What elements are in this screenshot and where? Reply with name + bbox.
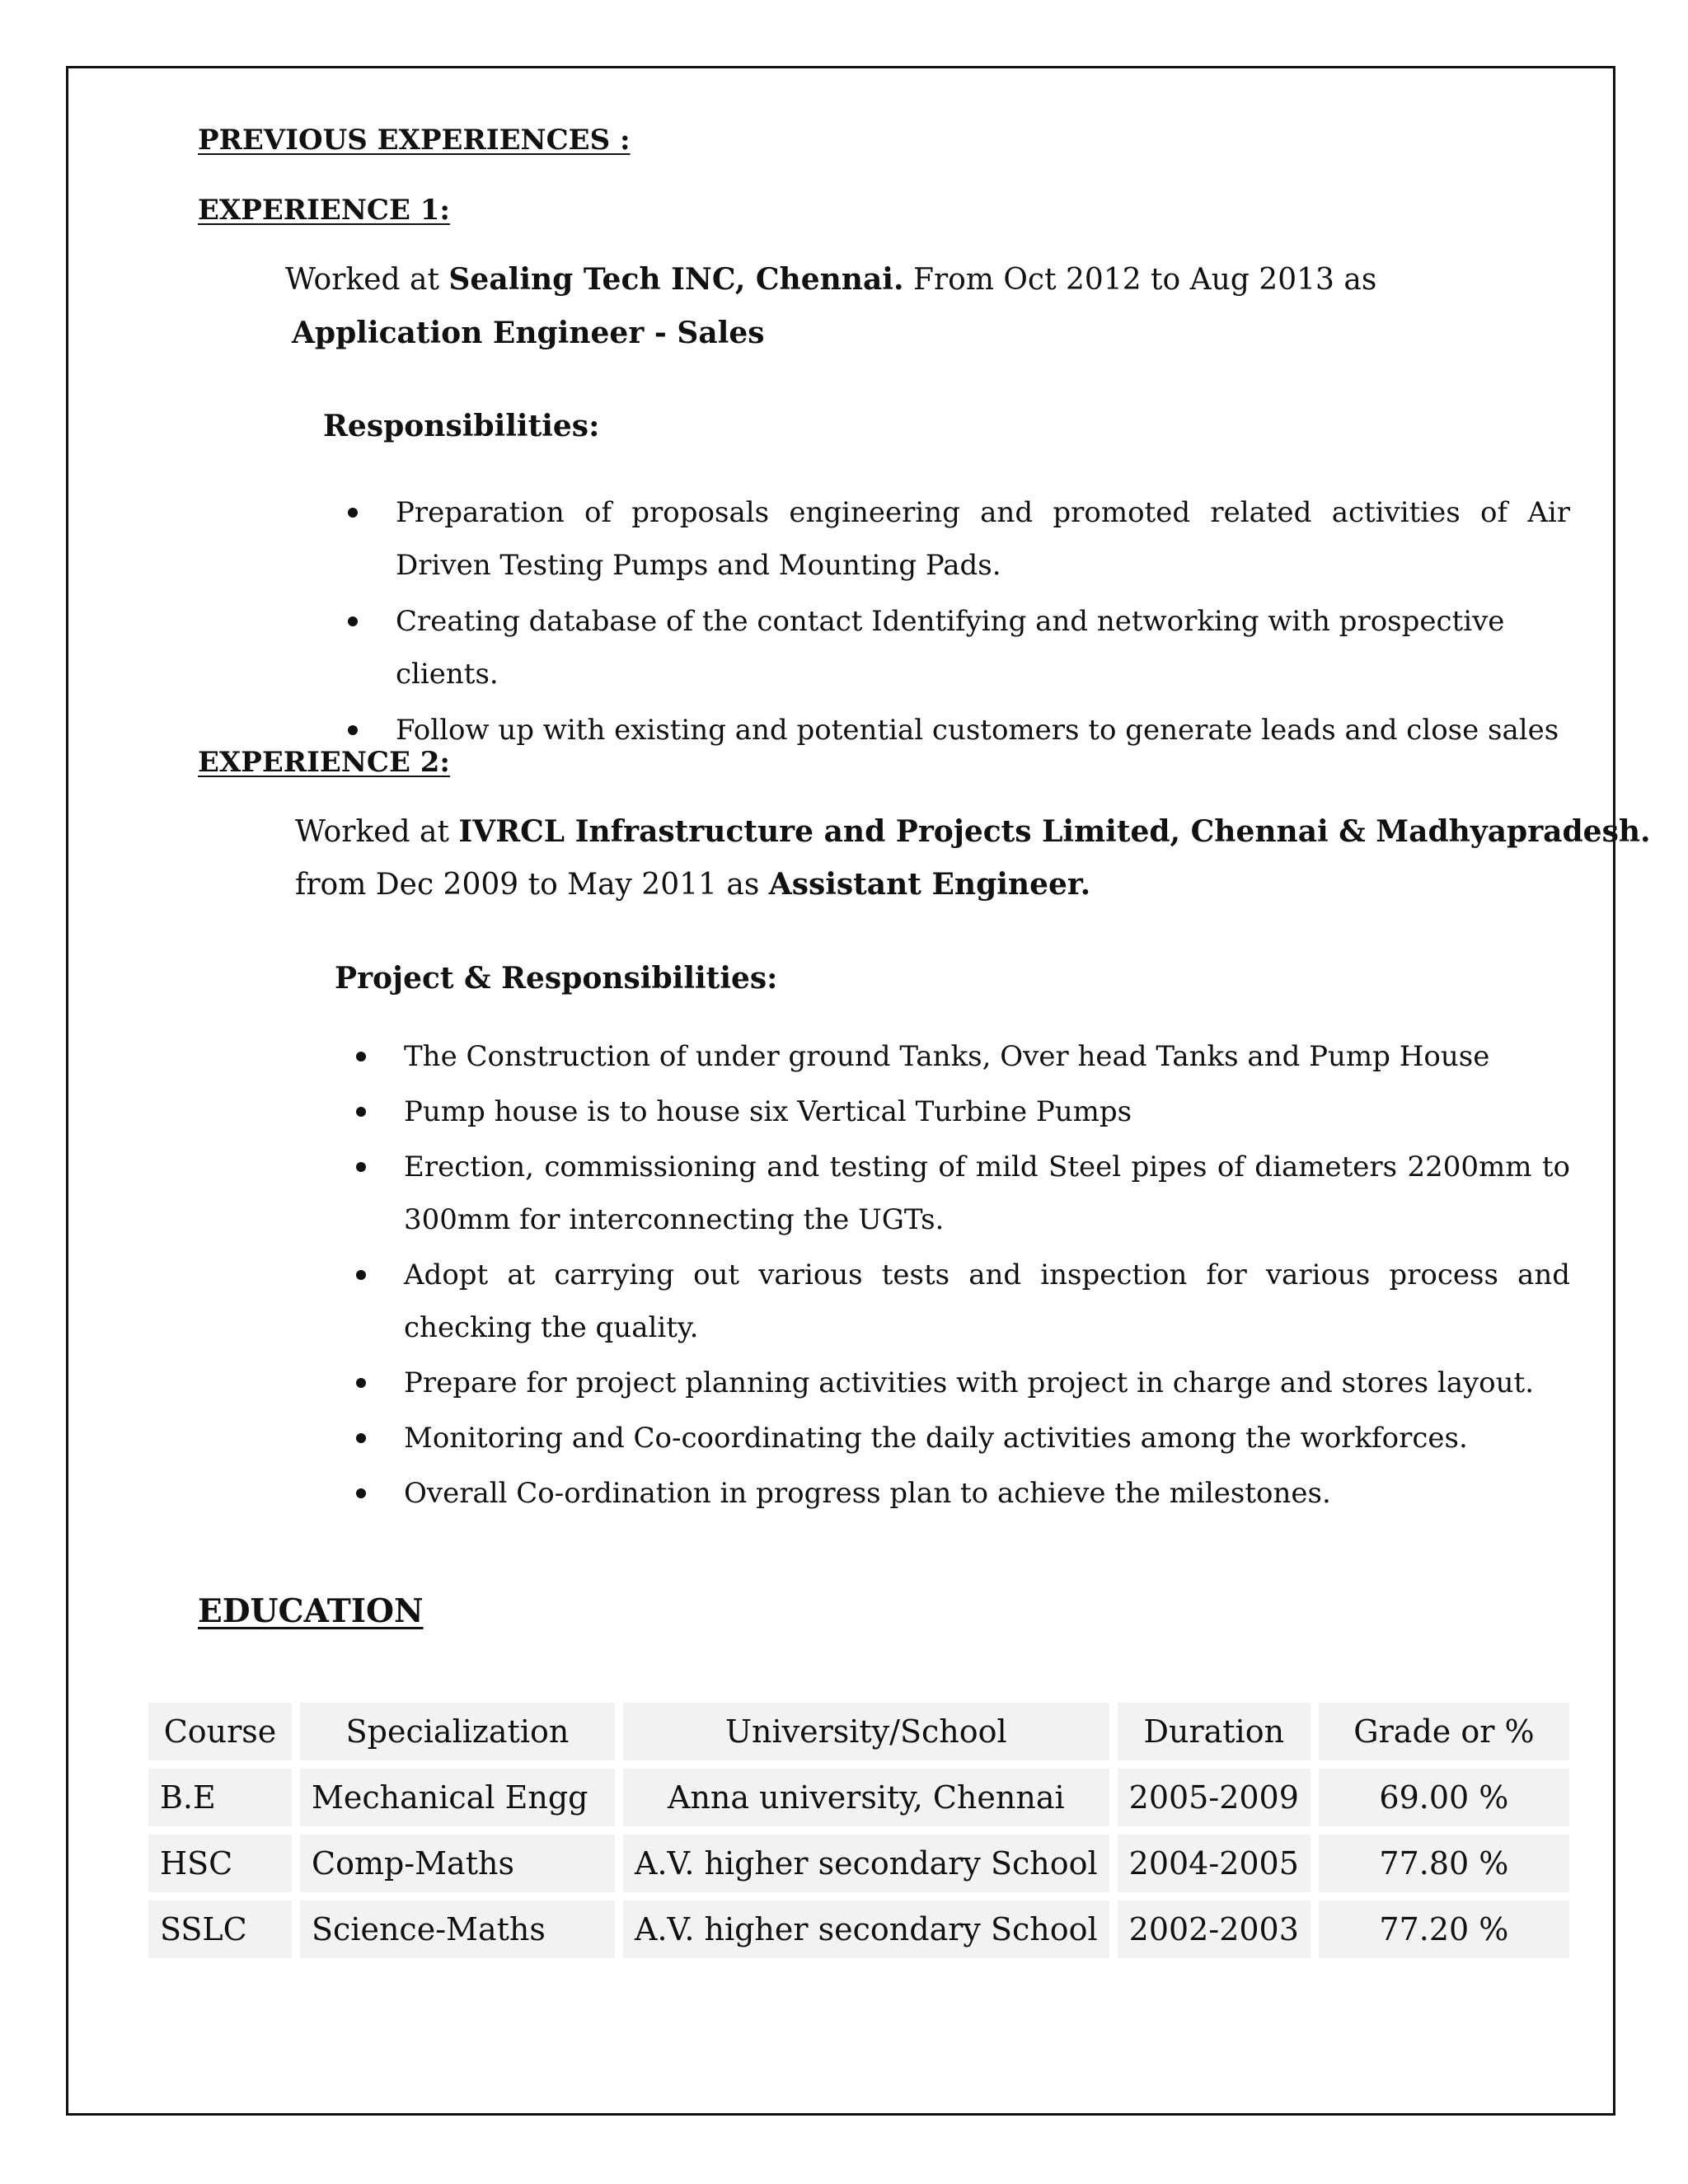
experience1-responsibilities-list [396, 486, 1570, 757]
bullet-icon [348, 616, 358, 626]
table-cell: Comp-Maths [300, 1835, 615, 1892]
list-item-text: Prepare for project planning activities with project in charge and stores layout. [404, 1366, 1535, 1399]
experience1-responsibilities-title: Responsibilities: [323, 409, 600, 443]
previous-experiences-heading: PREVIOUS EXPERIENCES : [198, 124, 631, 157]
experience2-heading: EXPERIENCE 2: [198, 746, 450, 779]
experience2-worked-line [295, 814, 1651, 849]
experience2-period-line [295, 867, 1090, 902]
list-item [404, 1085, 1570, 1138]
table-header-cell: Grade or % [1319, 1703, 1569, 1760]
table-cell: SSLC [148, 1900, 292, 1958]
list-item-text: Follow up with existing and potential customers to generate leads and close sales [396, 714, 1559, 747]
table-cell: A.V. higher secondary School [623, 1835, 1109, 1892]
experience2-company: IVRCL Infrastructure and Projects Limited, Chennai & Madhyapradesh. [458, 814, 1651, 849]
list-item-text: Adopt at carrying out various tests and inspection for various process and checking the quality. [404, 1258, 1570, 1344]
bullet-icon [356, 1270, 366, 1280]
list-item [396, 595, 1570, 701]
experience1-heading: EXPERIENCE 1: [198, 194, 450, 227]
experience2-role: Assistant Engineer. [768, 867, 1091, 902]
table-cell: 77.20 % [1319, 1900, 1569, 1958]
bullet-icon [356, 1378, 366, 1388]
table-cell: Anna university, Chennai [623, 1769, 1109, 1826]
list-item [404, 1141, 1570, 1246]
table-cell: 77.80 % [1319, 1835, 1569, 1892]
experience1-role: Application Engineer - Sales [292, 316, 765, 350]
table-cell: Mechanical Engg [300, 1769, 615, 1826]
list-item-text: The Construction of under ground Tanks, Over head Tanks and Pump House [404, 1040, 1490, 1073]
list-item-text: Overall Co-ordination in progress plan to achieve the milestones. [404, 1477, 1331, 1510]
table-header-row [148, 1703, 1569, 1760]
list-item-text: Pump house is to house six Vertical Turbine Pumps [404, 1095, 1132, 1128]
list-item [404, 1412, 1570, 1465]
bullet-icon [348, 725, 358, 735]
list-item-text: Preparation of proposals engineering and promoted related activities of Air Driven Testing Pumps and Mounting Pads. [396, 496, 1570, 582]
table-header-cell: Course [148, 1703, 292, 1760]
table-row [148, 1769, 1569, 1826]
experience1-worked-prefix: Worked at [285, 263, 449, 297]
list-item-text: Erection, commissioning and testing of mild Steel pipes of diameters 2200mm to 300mm for interconnecting the UGTs. [404, 1151, 1570, 1236]
bullet-icon [348, 508, 358, 518]
list-item [396, 486, 1570, 592]
table-cell: B.E [148, 1769, 292, 1826]
list-item [404, 1467, 1570, 1520]
experience1-period: From Oct 2012 to Aug 2013 as [903, 263, 1377, 297]
table-row [148, 1900, 1569, 1958]
experience1-worked-line [285, 262, 1376, 297]
experience2-period: from Dec 2009 to May 2011 as [295, 868, 769, 902]
list-item [396, 704, 1570, 757]
table-row [148, 1835, 1569, 1892]
experience2-responsibilities-list [404, 1030, 1570, 1520]
list-item-text: Monitoring and Co-coordinating the daily activities among the workforces. [404, 1422, 1468, 1455]
table-cell: A.V. higher secondary School [623, 1900, 1109, 1958]
education-table [140, 1694, 1578, 1966]
bullet-icon [356, 1107, 366, 1117]
bullet-icon [356, 1488, 366, 1498]
bullet-icon [356, 1433, 366, 1443]
table-cell: Science-Maths [300, 1900, 615, 1958]
table-cell: 2004-2005 [1118, 1835, 1311, 1892]
table-cell: 2002-2003 [1118, 1900, 1311, 1958]
education-heading: EDUCATION [198, 1592, 424, 1630]
experience2-responsibilities-title: Project & Responsibilities: [335, 961, 778, 996]
list-item-text: Creating database of the contact Identifying and networking with prospective clients. [396, 605, 1505, 691]
table-cell: 2005-2009 [1118, 1769, 1311, 1826]
table-header-cell: Duration [1118, 1703, 1311, 1760]
bullet-icon [356, 1052, 366, 1062]
list-item [404, 1249, 1570, 1354]
bullet-icon [356, 1162, 366, 1172]
table-header-cell: University/School [623, 1703, 1109, 1760]
table-cell: 69.00 % [1319, 1769, 1569, 1826]
table-cell: HSC [148, 1835, 292, 1892]
list-item [404, 1030, 1570, 1083]
list-item [404, 1357, 1570, 1409]
table-header-cell: Specialization [300, 1703, 615, 1760]
experience1-company: Sealing Tech INC, Chennai. [448, 262, 904, 297]
experience2-worked-prefix: Worked at [295, 815, 459, 849]
